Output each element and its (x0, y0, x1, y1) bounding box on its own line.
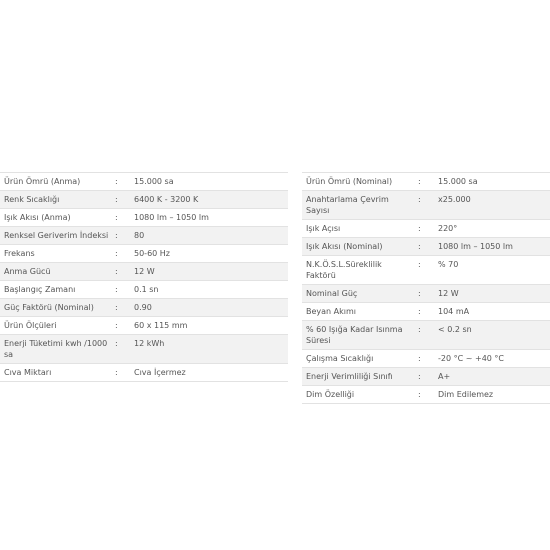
spec-value: 6400 K - 3200 K (130, 191, 288, 209)
spec-row (302, 350, 550, 368)
spec-value: 80 (130, 227, 288, 245)
spec-value: 0.90 (130, 299, 288, 317)
spec-row (302, 386, 550, 404)
spec-row (0, 317, 288, 335)
spec-row (0, 209, 288, 227)
spec-separator: : (113, 227, 130, 245)
spec-separator: : (416, 220, 434, 238)
spec-label: Anma Gücü (0, 263, 113, 281)
spec-row (0, 263, 288, 281)
spec-separator: : (113, 173, 130, 191)
spec-row (0, 299, 288, 317)
spec-value: % 70 (434, 256, 550, 285)
spec-value: Dim Edilemez (434, 386, 550, 404)
spec-value: 15.000 sa (434, 173, 550, 191)
spec-separator: : (416, 368, 434, 386)
spec-value: 50-60 Hz (130, 245, 288, 263)
spec-separator: : (113, 245, 130, 263)
spec-label: Dim Özelliği (302, 386, 416, 404)
spec-row (0, 173, 288, 191)
spec-value: -20 °C ~ +40 °C (434, 350, 550, 368)
spec-value: Cıva İçermez (130, 364, 288, 382)
spec-row (302, 256, 550, 285)
spec-row (0, 245, 288, 263)
spec-separator: : (113, 364, 130, 382)
spec-label: % 60 Işığa Kadar Isınma Süresi (302, 321, 416, 350)
spec-value: x25.000 (434, 191, 550, 220)
spec-separator: : (416, 191, 434, 220)
spec-row (0, 227, 288, 245)
spec-value: A+ (434, 368, 550, 386)
spec-label: Renksel Geriverim İndeksi (0, 227, 113, 245)
spec-separator: : (113, 263, 130, 281)
spec-value: 104 mA (434, 303, 550, 321)
spec-label: Renk Sıcaklığı (0, 191, 113, 209)
spec-label: Frekans (0, 245, 113, 263)
spec-value: 1080 lm – 1050 lm (130, 209, 288, 227)
spec-label: Ürün Ömrü (Nominal) (302, 173, 416, 191)
spec-value: 1080 lm – 1050 lm (434, 238, 550, 256)
spec-value: 15.000 sa (130, 173, 288, 191)
spec-label: Nominal Güç (302, 285, 416, 303)
spec-row (302, 303, 550, 321)
spec-label: Anahtarlama Çevrim Sayısı (302, 191, 416, 220)
spec-separator: : (416, 173, 434, 191)
spec-row (0, 335, 288, 364)
spec-value: 220° (434, 220, 550, 238)
spec-separator: : (416, 285, 434, 303)
spec-separator: : (416, 238, 434, 256)
spec-value: 60 x 115 mm (130, 317, 288, 335)
spec-value: 0.1 sn (130, 281, 288, 299)
spec-row (302, 285, 550, 303)
spec-value: 12 kWh (130, 335, 288, 364)
spec-label: Ürün Ömrü (Anma) (0, 173, 113, 191)
spec-separator: : (113, 299, 130, 317)
spec-separator: : (113, 191, 130, 209)
spec-separator: : (113, 281, 130, 299)
spec-separator: : (416, 256, 434, 285)
spec-row (302, 191, 550, 220)
spec-row (302, 321, 550, 350)
spec-label: Enerji Verimliliği Sınıfı (302, 368, 416, 386)
spec-row (302, 368, 550, 386)
spec-value: 12 W (130, 263, 288, 281)
spec-row (302, 173, 550, 191)
spec-separator: : (416, 350, 434, 368)
spec-separator: : (113, 335, 130, 364)
spec-label: N.K.Ö.S.L.Süreklilik Faktörü (302, 256, 416, 285)
spec-label: Işık Açısı (302, 220, 416, 238)
spec-table-left (0, 172, 288, 382)
spec-separator: : (113, 317, 130, 335)
spec-row (0, 364, 288, 382)
spec-separator: : (416, 386, 434, 404)
spec-label: Cıva Miktarı (0, 364, 113, 382)
spec-separator: : (416, 321, 434, 350)
spec-table-right (302, 172, 550, 404)
spec-value: 12 W (434, 285, 550, 303)
spec-label: Beyan Akımı (302, 303, 416, 321)
spec-separator: : (416, 303, 434, 321)
spec-label: Güç Faktörü (Nominal) (0, 299, 113, 317)
spec-separator: : (113, 209, 130, 227)
spec-label: Enerji Tüketimi kwh /1000 sa (0, 335, 113, 364)
spec-label: Işık Akısı (Nominal) (302, 238, 416, 256)
spec-label: Başlangıç Zamanı (0, 281, 113, 299)
spec-label: Çalışma Sıcaklığı (302, 350, 416, 368)
spec-label: Işık Akısı (Anma) (0, 209, 113, 227)
spec-value: < 0.2 sn (434, 321, 550, 350)
spec-row (302, 238, 550, 256)
spec-row (0, 191, 288, 209)
spec-label: Ürün Ölçüleri (0, 317, 113, 335)
spec-row (0, 281, 288, 299)
spec-row (302, 220, 550, 238)
